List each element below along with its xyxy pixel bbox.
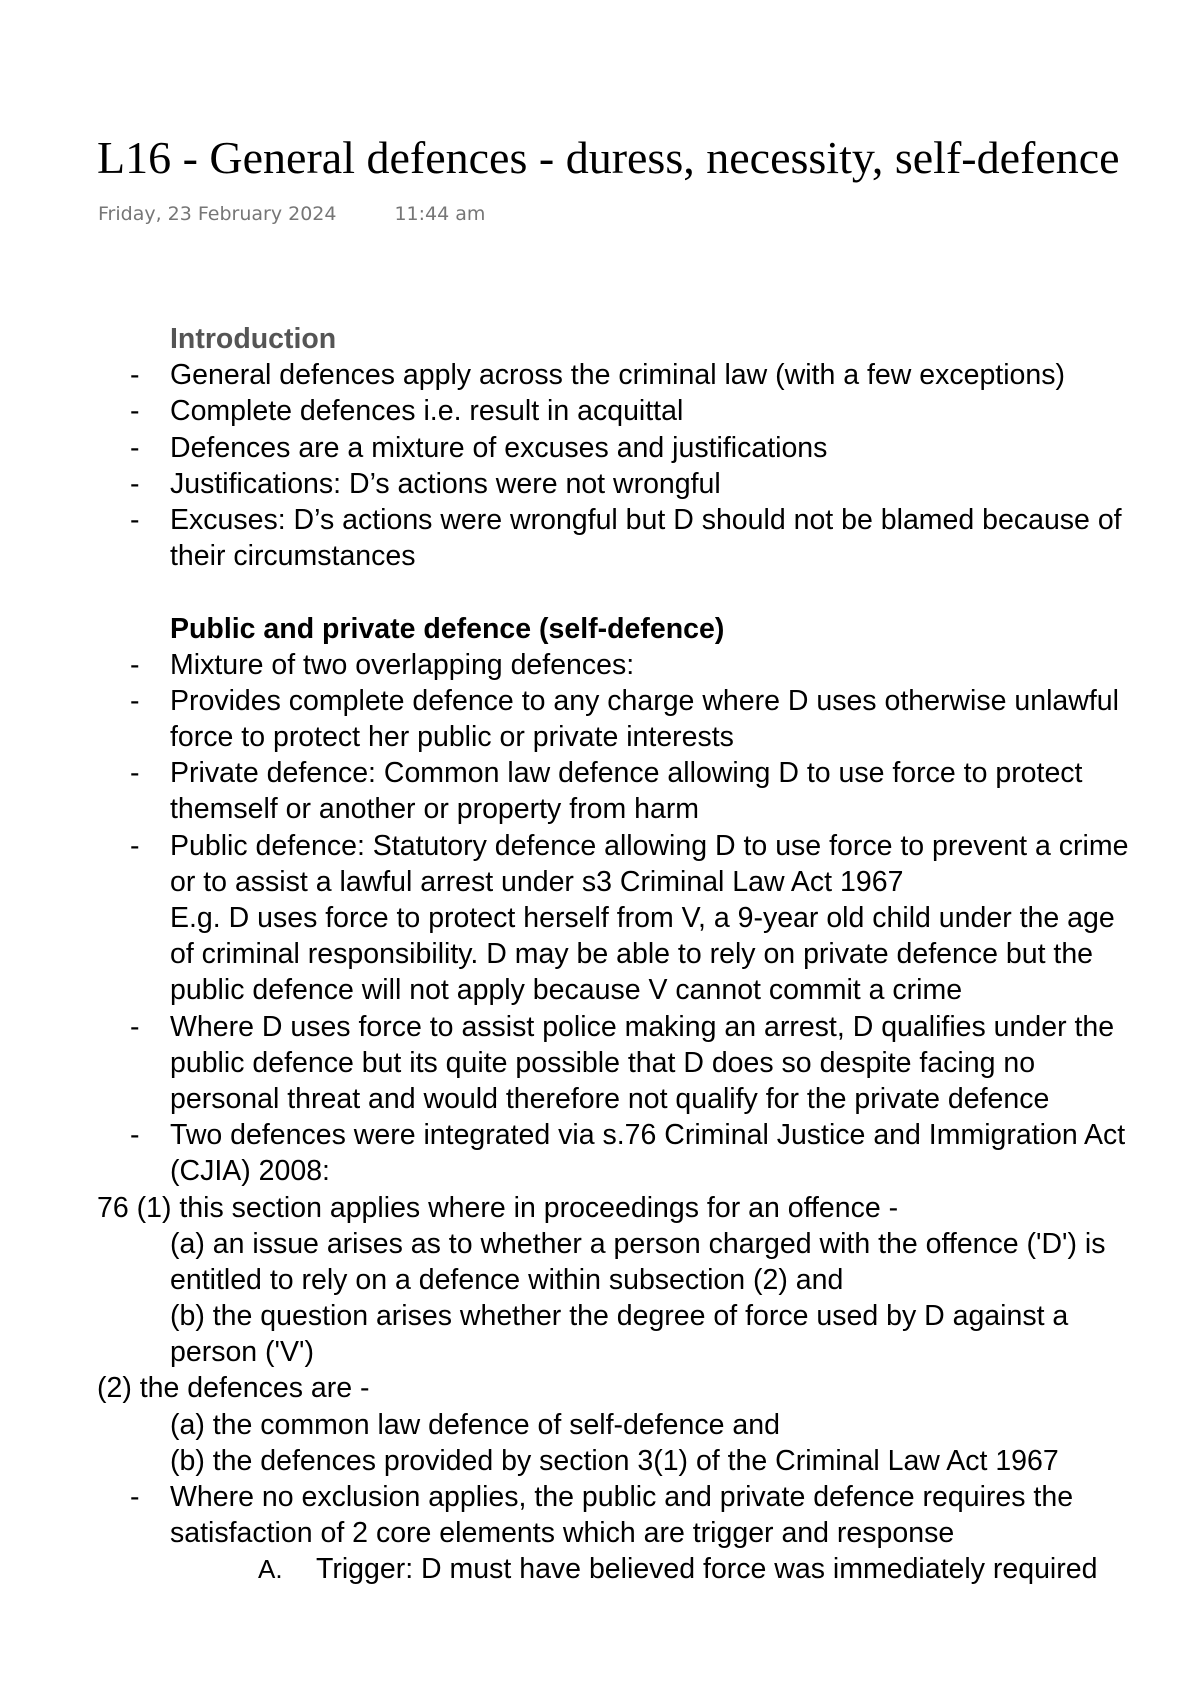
bullet-marker: - xyxy=(130,431,140,464)
bullet-item xyxy=(0,755,1200,791)
blank-line xyxy=(0,574,1200,610)
line-text: of criminal responsibility. D may be able to rely on private defence but the xyxy=(170,938,1094,971)
page-title: L16 - General defences - duress, necessity, self-defence xyxy=(97,132,1120,183)
bullet-marker: - xyxy=(130,503,140,536)
bullet-item xyxy=(0,357,1200,393)
line-text: (b) the question arises whether the degree of force used by D against a xyxy=(170,1300,1069,1333)
line-text: 76 (1) this section applies where in proceedings for an offence - xyxy=(97,1191,899,1224)
bullet-item xyxy=(0,683,1200,719)
section-heading xyxy=(0,321,1200,357)
bullet-item xyxy=(0,828,1200,864)
line-text: Two defences were integrated via s.76 Criminal Justice and Immigration Act xyxy=(170,1119,1126,1152)
bullet-marker: - xyxy=(130,359,140,392)
bullet-marker: - xyxy=(130,395,140,428)
bullet-marker: - xyxy=(130,1010,140,1043)
line-text: Provides complete defence to any charge where D uses otherwise unlawful xyxy=(170,684,1119,717)
line-text: Trigger: D must have believed force was immediately required xyxy=(316,1553,1098,1586)
line-text: Introduction xyxy=(170,323,337,355)
line-text: E.g. D uses force to protect herself from V, a 9-year old child under the age xyxy=(170,902,1115,934)
line-text: or to assist a lawful arrest under s3 Criminal Law Act 1967 xyxy=(170,865,904,898)
continuation-line xyxy=(0,1262,1200,1298)
continuation-line xyxy=(0,1298,1200,1334)
bullet-marker: - xyxy=(130,467,140,500)
line-text: (2) the defences are - xyxy=(97,1372,370,1405)
line-text: General defences apply across the criminal law (with a few exceptions) xyxy=(170,359,1065,392)
bullet-item xyxy=(0,466,1200,502)
continuation-line xyxy=(0,1153,1200,1189)
line-text: Justifications: D’s actions were not wrongful xyxy=(170,467,721,500)
continuation-line xyxy=(0,1226,1200,1262)
bullet-item xyxy=(0,393,1200,429)
line-text: Excuses: D’s actions were wrongful but D should not be blamed because of xyxy=(170,503,1122,536)
bullet-marker: A. xyxy=(258,1554,283,1585)
bullet-item xyxy=(0,1009,1200,1045)
line-text: Defences are a mixture of excuses and justifications xyxy=(170,431,828,464)
continuation-line xyxy=(0,1407,1200,1443)
line-text: public defence will not apply because V cannot commit a crime xyxy=(170,974,963,1007)
line-text: public defence but its quite possible that D does so despite facing no xyxy=(170,1046,1036,1079)
bullet-item xyxy=(0,430,1200,466)
note-body xyxy=(0,321,1200,1588)
line-text: person ('V') xyxy=(170,1336,314,1369)
line-text: entitled to rely on a defence within subsection (2) and xyxy=(170,1263,844,1296)
continuation-line xyxy=(0,1334,1200,1370)
continuation-line xyxy=(0,1515,1200,1551)
list-item xyxy=(0,1551,1200,1587)
continuation-line xyxy=(0,719,1200,755)
bullet-marker: - xyxy=(130,757,140,790)
continuation-line xyxy=(0,900,1200,936)
continuation-line xyxy=(0,864,1200,900)
bullet-marker: - xyxy=(130,829,140,862)
line-text: themself or another or property from harm xyxy=(170,793,700,826)
continuation-line xyxy=(0,972,1200,1008)
statute-line xyxy=(0,1190,1200,1226)
continuation-line xyxy=(0,538,1200,574)
line-text: (a) an issue arises as to whether a person charged with the offence ('D') is xyxy=(170,1227,1106,1260)
line-text: force to protect her public or private interests xyxy=(170,721,734,754)
bullet-item xyxy=(0,647,1200,683)
line-text: Where no exclusion applies, the public and private defence requires the xyxy=(170,1481,1074,1513)
bullet-item xyxy=(0,502,1200,538)
line-text: Public and private defence (self-defence) xyxy=(170,612,725,645)
line-text: personal threat and would therefore not qualify for the private defence xyxy=(170,1082,1050,1115)
note-datetime xyxy=(98,200,485,228)
line-text: Complete defences i.e. result in acquittal xyxy=(170,395,684,428)
continuation-line xyxy=(0,936,1200,972)
continuation-line xyxy=(0,1045,1200,1081)
statute-line xyxy=(0,1370,1200,1406)
section-heading xyxy=(0,611,1200,647)
bullet-marker: - xyxy=(130,684,140,717)
line-text: Mixture of two overlapping defences: xyxy=(170,648,635,681)
continuation-line xyxy=(0,791,1200,827)
bullet-marker: - xyxy=(130,1119,140,1152)
line-text: their circumstances xyxy=(170,540,416,573)
line-text: satisfaction of 2 core elements which are trigger and response xyxy=(170,1517,955,1550)
bullet-marker: - xyxy=(130,648,140,681)
note-date: Friday, 23 February 2024 xyxy=(98,203,337,225)
line-text: Public defence: Statutory defence allowing D to use force to prevent a crime xyxy=(170,829,1129,862)
bullet-item xyxy=(0,1479,1200,1515)
line-text: (CJIA) 2008: xyxy=(170,1155,330,1188)
line-text: Where D uses force to assist police making an arrest, D qualifies under the xyxy=(170,1010,1115,1043)
bullet-marker: - xyxy=(130,1481,140,1513)
continuation-line xyxy=(0,1443,1200,1479)
bullet-item xyxy=(0,1117,1200,1153)
line-text: (b) the defences provided by section 3(1) of the Criminal Law Act 1967 xyxy=(170,1444,1059,1477)
note-time: 11:44 am xyxy=(394,203,486,225)
continuation-line xyxy=(0,1081,1200,1117)
line-text: Private defence: Common law defence allowing D to use force to protect xyxy=(170,757,1083,790)
line-text: (a) the common law defence of self-defence and xyxy=(170,1408,780,1441)
